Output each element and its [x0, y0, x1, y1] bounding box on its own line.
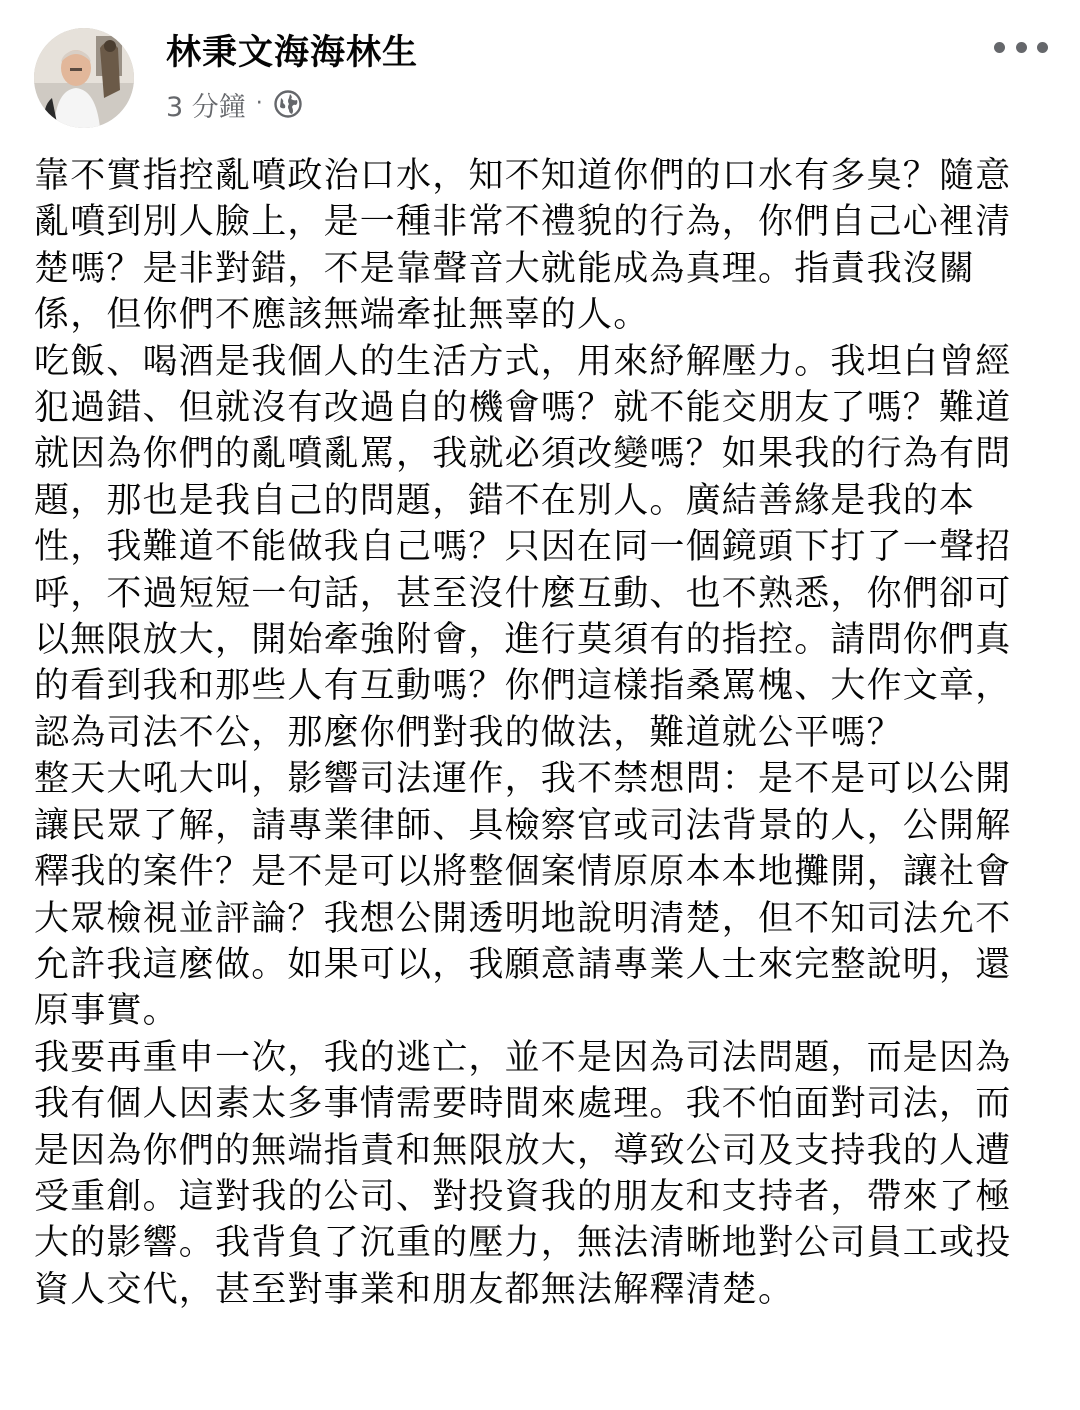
- meta-separator: ·: [255, 91, 263, 116]
- author-avatar[interactable]: [34, 28, 134, 128]
- post-paragraph: 整天大吼大叫，影響司法運作，我不禁想問：是不是可以公開讓民眾了解，請專業律師、具檢察官或司法背景的人，公開解釋我的案件？是不是可以將整個案情原原本本地攤開，讓社會大眾檢視並評論？我想公開透明地說明清楚，但不知司法允不允許我這麼做。如果可以，我願意請專業人士來完整說明，還原事實。: [34, 759, 1012, 1032]
- post-timestamp[interactable]: 3 分鐘: [166, 91, 246, 123]
- author-name[interactable]: 林秉文海海林生: [166, 33, 419, 73]
- more-options-button[interactable]: [994, 30, 1048, 64]
- avatar-photo: [34, 28, 134, 128]
- more-horizontal-icon-dot: [1016, 42, 1027, 53]
- post-paragraph: 吃飯、喝酒是我個人的生活方式，用來紓解壓力。我坦白曾經犯過錯、但就沒有改過自的機會嗎？就不能交朋友了嗎？難道就因為你們的亂噴亂罵，我就必須改變嗎？如果我的行為有問題，那也是我自己的問題，錯不在別人。廣結善緣是我的本性，我難道不能做我自己嗎？只因在同一個鏡頭下打了一聲招呼，不過短短一句話，甚至沒什麼互動、也不熟悉，你們卻可以無限放大，開始牽強附會，進行莫須有的指控。請問你們真的看到我和那些人有互動嗎？你們這樣指桑罵槐、大作文章，認為司法不公，那麼你們對我的做法，難道就公平嗎？: [34, 341, 1012, 753]
- post-header: [0, 0, 1080, 140]
- post-paragraph: 靠不實指控亂噴政治口水，知不知道你們的口水有多臭？隨意亂噴到別人臉上，是一種非常不禮貌的行為，你們自己心裡清楚嗎？是非對錯，不是靠聲音大就能成為真理。指責我沒關係，但你們不應該無端牽扯無辜的人。: [34, 156, 1012, 336]
- post-body: [34, 153, 1046, 1313]
- post-paragraph: 我要再重申一次，我的逃亡，並不是因為司法問題，而是因為我有個人因素太多事情需要時間來處理。我不怕面對司法，而是因為你們的無端指責和無限放大，導致公司及支持我的人遭受重創。這對我的公司、對投資我的朋友和支持者，帶來了極大的影響。我背負了沉重的壓力，無法清晰地對公司員工或投資人交代，甚至對事業和朋友都無法解釋清楚。: [34, 1037, 1012, 1310]
- post-meta: [166, 84, 303, 124]
- more-horizontal-icon: [994, 42, 1005, 53]
- globe-icon[interactable]: [273, 89, 303, 119]
- more-horizontal-icon-dot: [1037, 42, 1048, 53]
